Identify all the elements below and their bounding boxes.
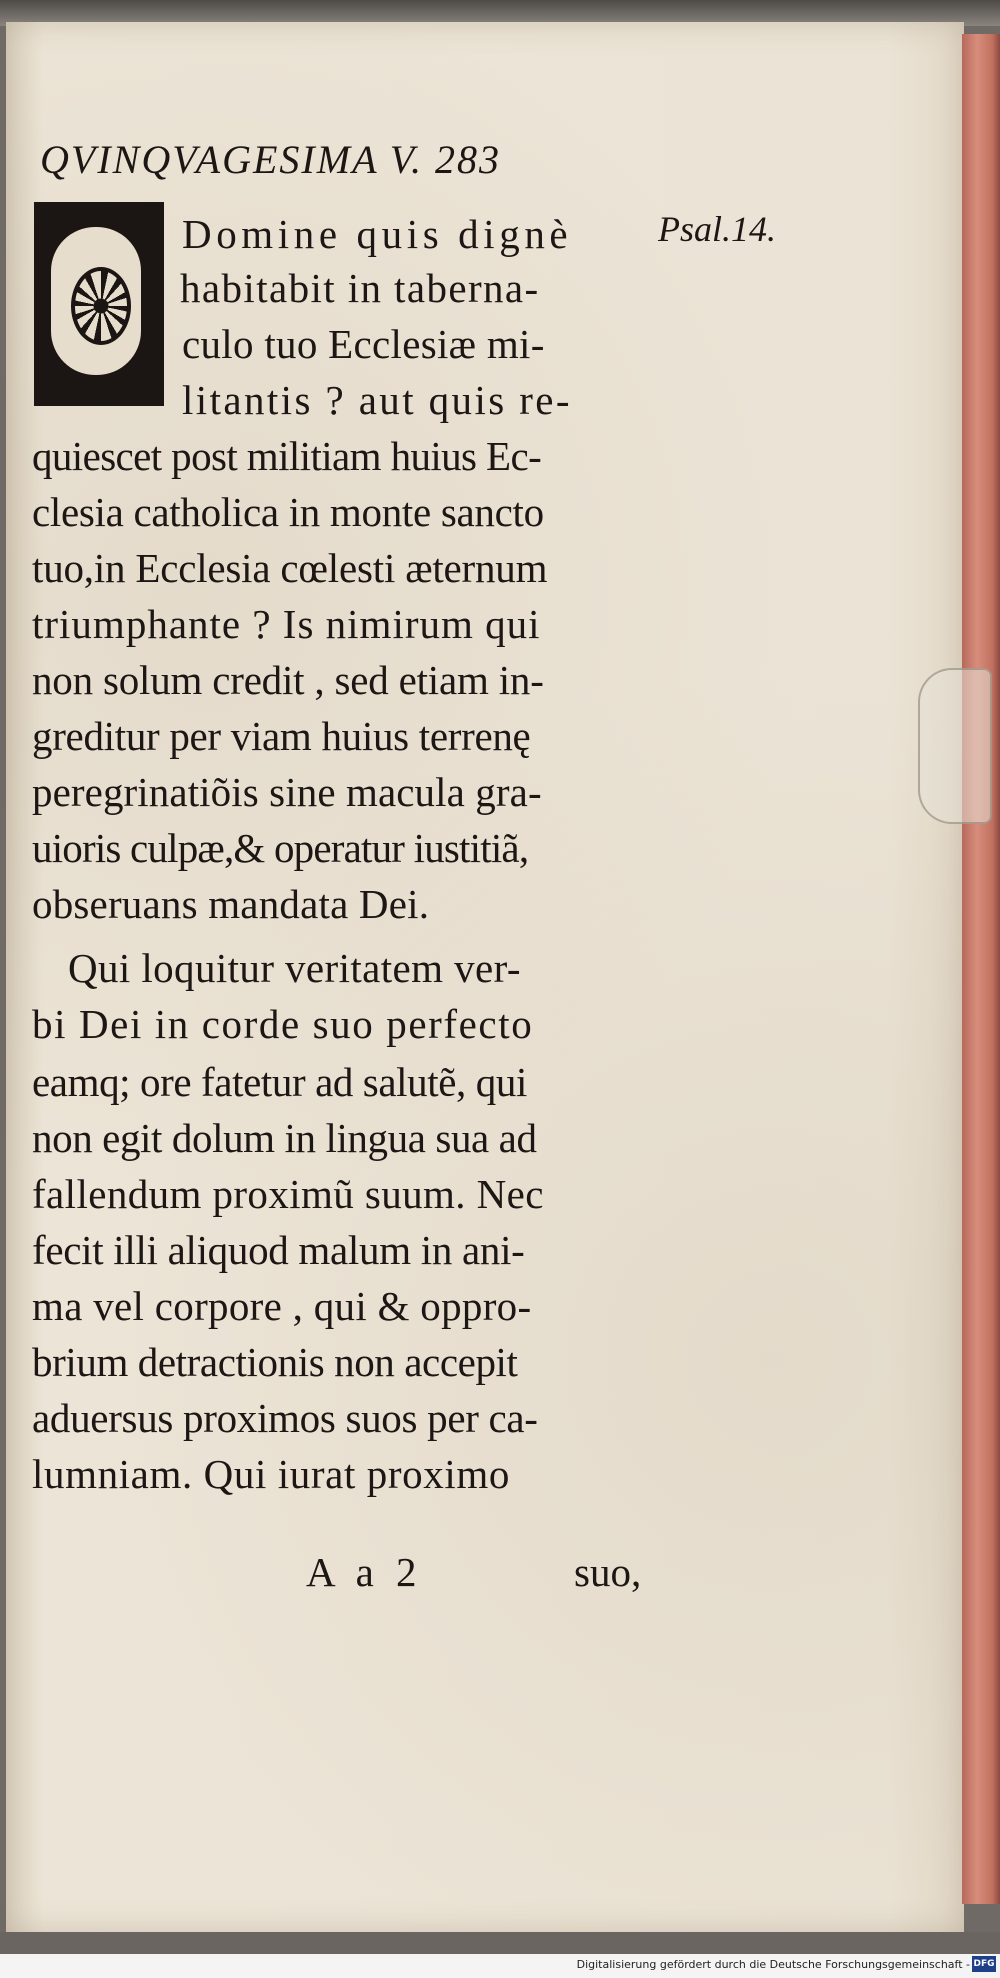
running-title: QVINQVAGESIMA V. 283 bbox=[40, 137, 502, 182]
text-line: triumphante ? Is nimirum qui bbox=[32, 601, 541, 647]
text-line: lumniam. Qui iurat proximo bbox=[32, 1451, 510, 1497]
text-line: uioris culpæ,& operatur iustitiã, bbox=[32, 825, 529, 871]
text-line: greditur per viam huius terrenę bbox=[32, 713, 531, 759]
text-line: tuo,in Ecclesia cœlesti æternum bbox=[32, 545, 548, 591]
text-line: bi Dei in corde suo perfecto bbox=[32, 1001, 534, 1047]
text-line: peregrinatiõis sine macula gra- bbox=[32, 769, 542, 815]
text-line: brium detractionis non accepit bbox=[32, 1339, 518, 1385]
text-line: culo tuo Ecclesiæ mi- bbox=[182, 321, 545, 367]
text-line: non solum credit , sed etiam in- bbox=[32, 657, 544, 703]
text-line: obseruans mandata Dei. bbox=[32, 881, 430, 927]
text-line: fecit illi aliquod malum in ani- bbox=[32, 1227, 525, 1273]
text-line: clesia catholica in monte sancto bbox=[32, 489, 544, 535]
page-fore-edge bbox=[962, 34, 1000, 1904]
text-line: fallendum proximũ suum. Nec bbox=[32, 1171, 544, 1217]
text-line: non egit dolum in lingua sua ad bbox=[32, 1115, 537, 1161]
text-line: quiescet post militiam huius Ec- bbox=[32, 433, 542, 479]
funding-credit: Digitalisierung gefördert durch die Deutsche Forschungsgemeinschaft - bbox=[576, 1958, 970, 1971]
text-line: litantis ? aut quis re- bbox=[182, 377, 572, 423]
text-line: eamq; ore fatetur ad salutẽ, qui bbox=[32, 1059, 527, 1105]
text-line: Domine quis dignè bbox=[182, 211, 573, 257]
text-line: aduersus proximos suos per ca- bbox=[32, 1395, 538, 1441]
marginal-note: Psal.14. bbox=[658, 209, 777, 249]
bookmark-tab bbox=[918, 668, 992, 824]
text-line: habitabit in taberna- bbox=[180, 265, 540, 311]
text-line: Qui loquitur veritatem ver- bbox=[68, 945, 521, 991]
decorated-initial-icon bbox=[34, 202, 164, 406]
text-line: ma vel corpore , qui & oppro- bbox=[32, 1283, 532, 1329]
signature-mark: A a 2 bbox=[306, 1549, 423, 1595]
initial-letter bbox=[37, 205, 161, 403]
dfg-logo-icon: DFG bbox=[972, 1956, 996, 1972]
catchword: suo, bbox=[574, 1549, 642, 1595]
